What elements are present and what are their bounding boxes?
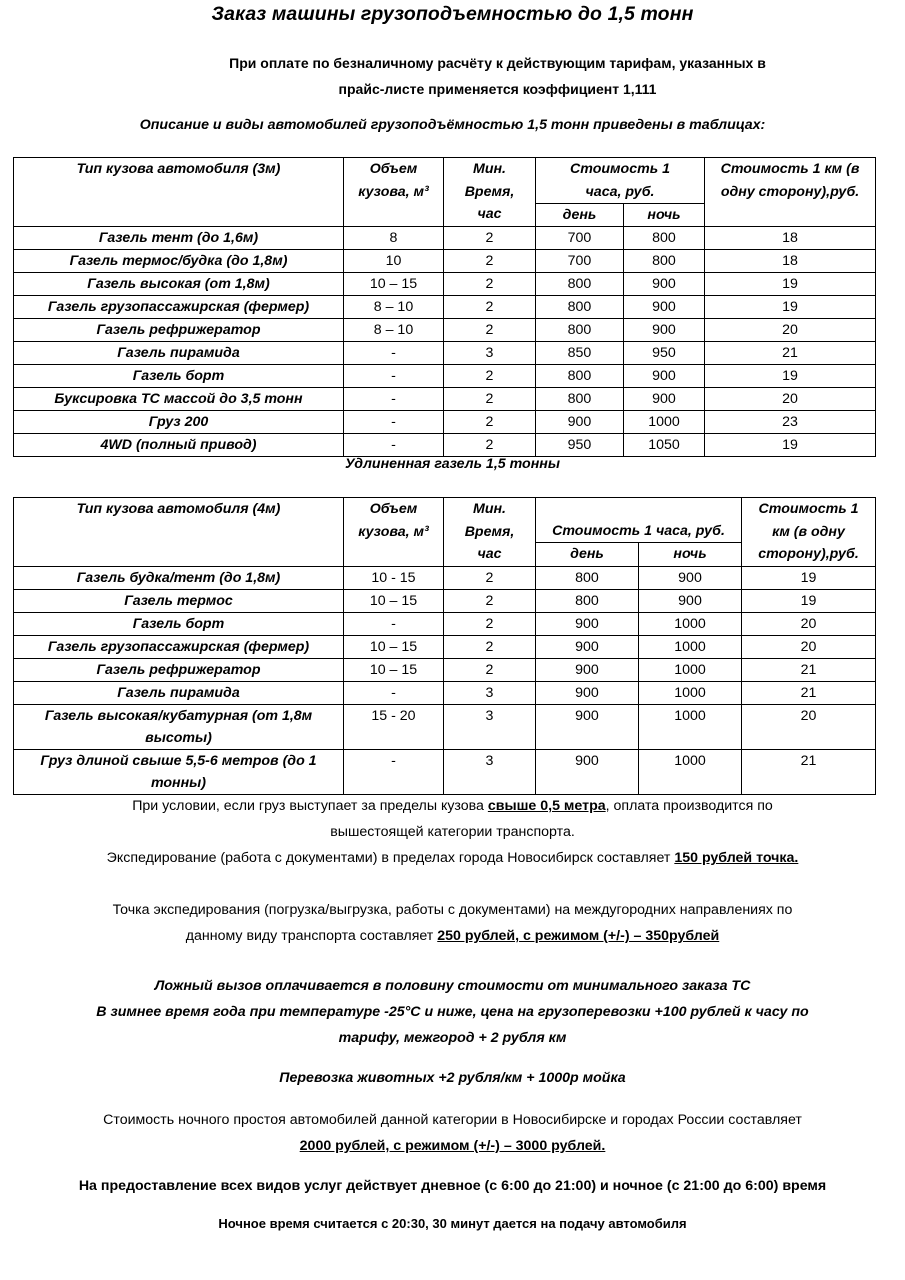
header-type: Тип кузова автомобиля (4м) — [14, 498, 344, 567]
vehicle-type-cell: Газель рефрижератор — [14, 658, 344, 681]
day-price-cell: 800 — [536, 296, 624, 319]
km-price-cell: 20 — [742, 635, 876, 658]
volume-cell: - — [344, 342, 444, 365]
table-row — [14, 227, 876, 250]
min-time-cell: 2 — [444, 635, 536, 658]
note-point-line1: Точка экспедирования (погрузка/выгрузка, работы с документами) на междугородних направлениях по — [112, 902, 793, 918]
table2-caption: Удлиненная газель 1,5 тонны — [345, 456, 560, 472]
table-row — [14, 566, 876, 589]
vehicle-type-cell: 4WD (полный привод) — [14, 434, 344, 457]
night-price-cell: 1000 — [639, 704, 742, 749]
table-row — [14, 250, 876, 273]
volume-cell: 8 — [344, 227, 444, 250]
min-time-cell: 2 — [444, 612, 536, 635]
km-price-cell: 21 — [742, 658, 876, 681]
min-time-cell: 2 — [444, 319, 536, 342]
volume-cell: - — [344, 388, 444, 411]
note-point-text: данному виду транспорта составляет — [185, 928, 438, 944]
header-min-line3: час — [477, 206, 502, 222]
min-time-cell: 2 — [444, 296, 536, 319]
intro-line-1: При оплате по безналичному расчёту к действующим тарифам, указанных в — [229, 55, 766, 71]
note-day-night: На предоставление всех видов услуг действует дневное (с 6:00 до 21:00) и ночное (с 21:00 до 6:00) время — [78, 1178, 827, 1194]
vehicle-type-cell: Газель термос — [14, 589, 344, 612]
header-km-line2: одну сторону),руб. — [720, 183, 860, 200]
header-km-cost — [705, 158, 876, 227]
night-price-cell: 1000 — [639, 612, 742, 635]
km-price-cell: 19 — [742, 589, 876, 612]
night-price-cell: 900 — [639, 589, 742, 612]
vehicle-type-cell: Газель будка/тент (до 1,8м) — [14, 566, 344, 589]
header-type: Тип кузова автомобиля (3м) — [14, 158, 344, 227]
day-price-cell: 800 — [536, 273, 624, 296]
header-hour-line1: Стоимость 1 — [570, 161, 670, 177]
day-price-cell: 950 — [536, 434, 624, 457]
min-time-cell: 3 — [444, 342, 536, 365]
day-price-cell: 900 — [536, 681, 639, 704]
price-table-3m — [13, 157, 876, 457]
table-row — [14, 296, 876, 319]
volume-cell: 10 – 15 — [344, 589, 444, 612]
table-row — [14, 589, 876, 612]
min-time-cell: 2 — [444, 250, 536, 273]
km-price-cell: 19 — [705, 296, 876, 319]
day-price-cell: 800 — [536, 319, 624, 342]
day-price-cell: 800 — [536, 365, 624, 388]
km-price-cell: 18 — [705, 250, 876, 273]
day-price-cell: 800 — [536, 589, 639, 612]
min-time-cell: 2 — [444, 411, 536, 434]
table-row — [14, 612, 876, 635]
min-time-cell: 2 — [444, 658, 536, 681]
header-hour-cost — [536, 158, 705, 204]
note-night-time: Ночное время считается с 20:30, 30 минут дается на подачу автомобиля — [218, 1216, 687, 1231]
vehicle-type-cell — [14, 749, 344, 794]
vehicle-type-cell: Буксировка ТС массой до 3,5 тонн — [14, 388, 344, 411]
table-row — [14, 658, 876, 681]
header-day: день — [536, 204, 624, 227]
header-volume-line2: кузова, м³ — [358, 183, 429, 200]
header-min-line3: час — [477, 546, 502, 562]
night-price-cell: 1050 — [624, 434, 705, 457]
header-min-line2: Время, — [464, 523, 515, 540]
table-row — [14, 704, 876, 749]
vehicle-type-cell: Газель грузопассажирская (фермер) — [14, 635, 344, 658]
header-min-line2: Время, — [464, 183, 515, 200]
km-price-cell: 19 — [705, 273, 876, 296]
volume-cell: 10 – 15 — [344, 273, 444, 296]
night-price-cell: 900 — [624, 319, 705, 342]
vehicle-type-cell: Газель пирамида — [14, 681, 344, 704]
km-price-cell: 19 — [742, 566, 876, 589]
intro-line-2: прайс-листе применяется коэффициент 1,111 — [338, 81, 657, 97]
header-night: ночь — [639, 543, 742, 566]
table-row — [14, 411, 876, 434]
km-price-cell: 21 — [705, 342, 876, 365]
header-hour-cost: Стоимость 1 часа, руб. — [536, 498, 742, 543]
night-price-cell: 1000 — [624, 411, 705, 434]
header-km-line1: Стоимость 1 — [758, 501, 859, 517]
min-time-cell: 2 — [444, 365, 536, 388]
header-min-line1: Мин. — [473, 161, 506, 177]
volume-cell: 10 - 15 — [344, 566, 444, 589]
min-time-cell: 3 — [444, 681, 536, 704]
day-price-cell: 900 — [536, 658, 639, 681]
day-price-cell: 900 — [536, 704, 639, 749]
note-overhang-text-a: При условии, если груз выступает за пределы кузова — [132, 798, 488, 814]
intro-text — [150, 50, 845, 102]
note-overhang — [20, 793, 885, 845]
table-row — [14, 342, 876, 365]
km-price-cell: 19 — [705, 434, 876, 457]
header-volume-line1: Объем — [369, 501, 418, 517]
header-volume-line1: Объем — [369, 161, 418, 177]
volume-cell: - — [344, 365, 444, 388]
night-price-cell: 900 — [624, 365, 705, 388]
table-row — [14, 388, 876, 411]
volume-cell: - — [344, 681, 444, 704]
page-title: Заказ машины грузоподъемностью до 1,5 тонн — [211, 3, 694, 25]
note-animals: Перевозка животных +2 рубля/км + 1000р мойка — [279, 1070, 626, 1086]
note-false-call: Ложный вызов оплачивается в половину стоимости от минимального заказа ТС — [154, 978, 751, 994]
note-winter — [20, 999, 885, 1051]
km-price-cell: 19 — [705, 365, 876, 388]
day-price-cell: 850 — [536, 342, 624, 365]
night-price-cell: 1000 — [639, 749, 742, 794]
km-price-cell: 21 — [742, 749, 876, 794]
day-price-cell: 900 — [536, 612, 639, 635]
volume-cell: - — [344, 749, 444, 794]
header-volume — [344, 498, 444, 567]
table-row — [14, 365, 876, 388]
vehicle-type-line2: тонны) — [150, 774, 207, 791]
km-price-cell: 20 — [742, 612, 876, 635]
table-row — [14, 434, 876, 457]
volume-cell: 10 — [344, 250, 444, 273]
header-hour-line2: часа, руб. — [585, 183, 655, 200]
day-price-cell: 900 — [536, 749, 639, 794]
header-day: день — [536, 543, 639, 566]
volume-cell: - — [344, 411, 444, 434]
min-time-cell: 3 — [444, 704, 536, 749]
table-row — [14, 273, 876, 296]
night-price-cell: 900 — [624, 296, 705, 319]
day-price-cell: 800 — [536, 566, 639, 589]
vehicle-type-cell: Газель тент (до 1,6м) — [14, 227, 344, 250]
vehicle-type-cell: Газель пирамида — [14, 342, 344, 365]
min-time-cell: 2 — [444, 589, 536, 612]
night-price-cell: 800 — [624, 250, 705, 273]
km-price-cell: 21 — [742, 681, 876, 704]
night-price-cell: 950 — [624, 342, 705, 365]
note-idle-price: 2000 рублей, с режимом (+/-) – 3000 рублей. — [299, 1138, 606, 1154]
vehicle-type-cell: Груз 200 — [14, 411, 344, 434]
vehicle-type-cell: Газель грузопассажирская (фермер) — [14, 296, 344, 319]
night-price-cell: 800 — [624, 227, 705, 250]
volume-cell: 8 – 10 — [344, 319, 444, 342]
vehicle-type-cell: Газель рефрижератор — [14, 319, 344, 342]
vehicle-type-cell: Газель высокая (от 1,8м) — [14, 273, 344, 296]
note-expedition-price: 150 рублей точка. — [674, 850, 799, 866]
header-min-time — [444, 158, 536, 227]
volume-cell: 10 – 15 — [344, 635, 444, 658]
km-price-cell: 20 — [742, 704, 876, 749]
night-price-cell: 900 — [624, 388, 705, 411]
day-price-cell: 900 — [536, 411, 624, 434]
header-volume — [344, 158, 444, 227]
km-price-cell: 20 — [705, 388, 876, 411]
volume-cell: 8 – 10 — [344, 296, 444, 319]
note-winter-line2: тарифу, межгород + 2 рубля км — [338, 1030, 567, 1046]
vehicle-type-cell: Газель борт — [14, 365, 344, 388]
note-overhang-highlight: свыше 0,5 метра — [487, 798, 606, 814]
vehicle-type-line1: Груз длиной свыше 5,5-6 метров (до 1 — [40, 752, 317, 769]
night-price-cell: 1000 — [639, 658, 742, 681]
header-night: ночь — [624, 204, 705, 227]
night-price-cell: 1000 — [639, 681, 742, 704]
price-table-4m — [13, 497, 876, 795]
km-price-cell: 20 — [705, 319, 876, 342]
min-time-cell: 2 — [444, 388, 536, 411]
volume-cell: - — [344, 434, 444, 457]
volume-cell: - — [344, 612, 444, 635]
km-price-cell: 23 — [705, 411, 876, 434]
day-price-cell: 800 — [536, 388, 624, 411]
min-time-cell: 2 — [444, 434, 536, 457]
vehicle-type-cell — [14, 704, 344, 749]
vehicle-type-cell: Газель термос/будка (до 1,8м) — [14, 250, 344, 273]
min-time-cell: 2 — [444, 566, 536, 589]
vehicle-type-line2: высоты) — [145, 729, 212, 746]
day-price-cell: 700 — [536, 227, 624, 250]
min-time-cell: 2 — [444, 227, 536, 250]
note-expedition-point — [20, 897, 885, 949]
header-min-time — [444, 498, 536, 567]
day-price-cell: 900 — [536, 635, 639, 658]
vehicle-type-cell: Газель борт — [14, 612, 344, 635]
note-winter-line1: В зимнее время года при температуре -25°С и ниже, цена на грузоперевозки +100 рублей к часу по — [96, 1004, 809, 1020]
header-km-line2: км (в одну — [772, 523, 845, 540]
table-row — [14, 749, 876, 794]
table-row — [14, 681, 876, 704]
night-price-cell: 900 — [624, 273, 705, 296]
table-row — [14, 635, 876, 658]
header-km-cost — [742, 498, 876, 567]
night-price-cell: 1000 — [639, 635, 742, 658]
header-volume-line2: кузова, м³ — [358, 523, 429, 540]
min-time-cell: 3 — [444, 749, 536, 794]
header-min-line1: Мин. — [473, 501, 506, 517]
volume-cell: 10 – 15 — [344, 658, 444, 681]
note-expedition-text: Экспедирование (работа с документами) в пределах города Новосибирск составляет — [106, 850, 675, 866]
vehicle-type-line1: Газель высокая/кубатурная (от 1,8м — [44, 707, 313, 724]
volume-cell: 15 - 20 — [344, 704, 444, 749]
km-price-cell: 18 — [705, 227, 876, 250]
note-overhang-text-c: , оплата производится по — [605, 798, 773, 814]
night-price-cell: 900 — [639, 566, 742, 589]
min-time-cell: 2 — [444, 273, 536, 296]
note-point-price: 250 рублей, с режимом (+/-) – 350рублей — [437, 928, 720, 944]
header-km-line3: сторону),руб. — [758, 546, 859, 562]
note-idle — [20, 1107, 885, 1159]
note-expedition — [20, 845, 885, 871]
note-overhang-line2: вышестоящей категории транспорта. — [330, 824, 575, 840]
day-price-cell: 700 — [536, 250, 624, 273]
table-row — [14, 319, 876, 342]
header-km-line1: Стоимость 1 км (в — [720, 161, 860, 177]
note-idle-line1: Стоимость ночного простоя автомобилей данной категории в Новосибирске и городах России составляет — [103, 1112, 802, 1128]
tables-subtitle: Описание и виды автомобилей грузоподъёмностью 1,5 тонн приведены в таблицах: — [139, 117, 766, 133]
